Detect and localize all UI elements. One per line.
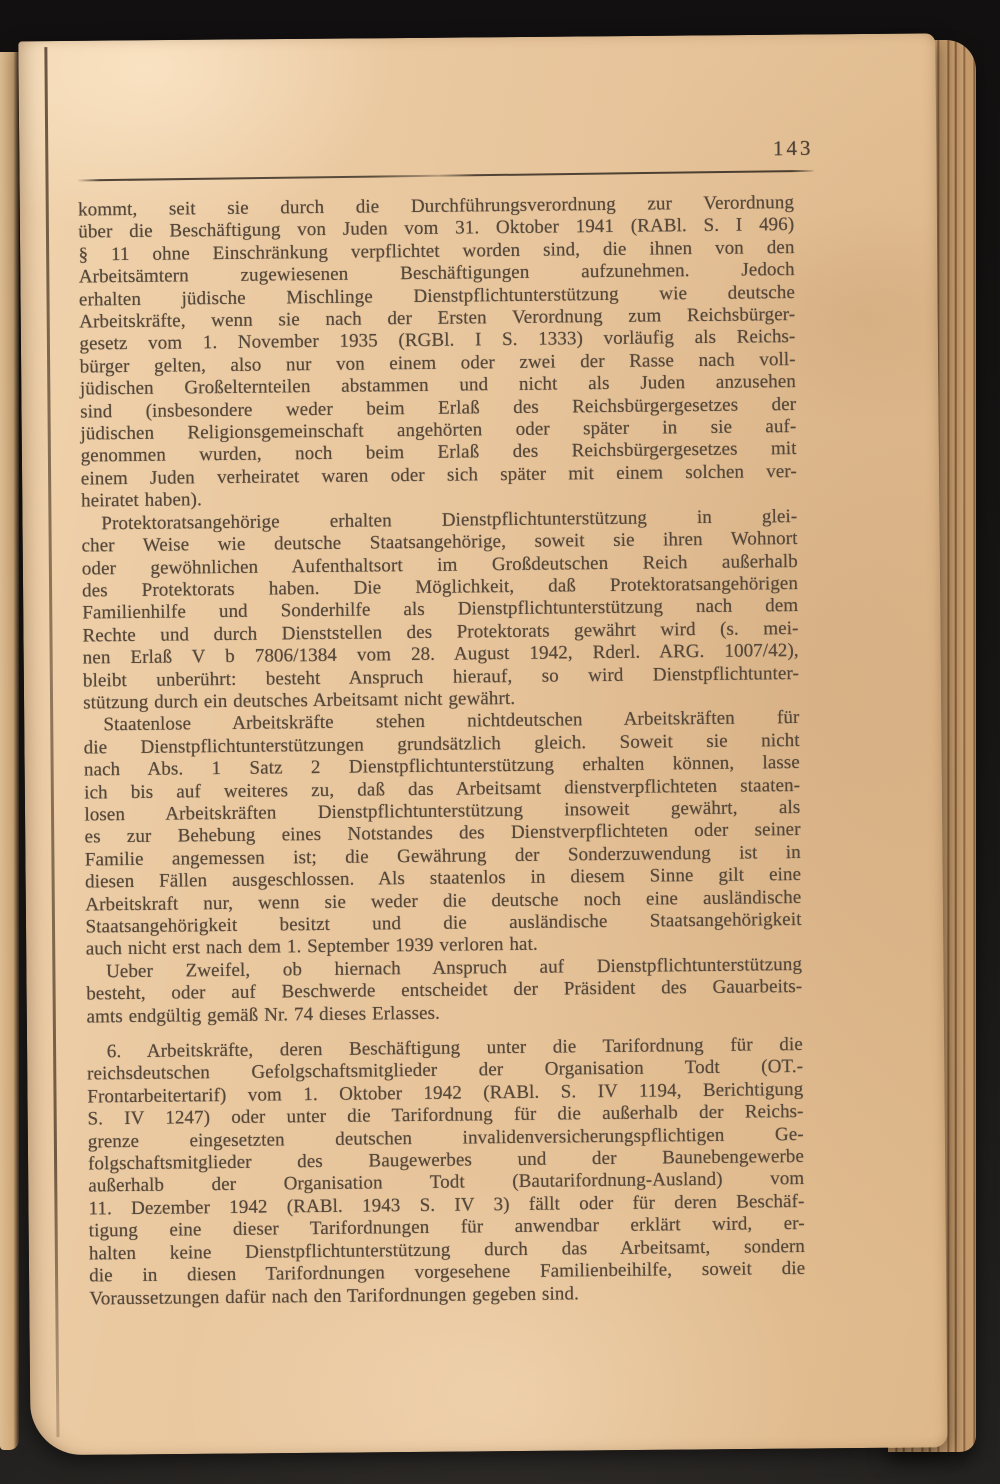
text-line: halten keine Dienstpflichtunterstützung durch das Arbeitsamt, sondern xyxy=(88,1235,806,1265)
text-line: § 11 ohne Einschränkung verpflichtet worden sind, die ihnen von den xyxy=(78,236,795,266)
text-line: Frontarbeitertarif) vom 1. Oktober 1942 (RABl. S. IV 1194, Berichtigung xyxy=(87,1078,804,1108)
underlying-page-sliver xyxy=(0,52,19,1450)
text-line: Protektoratsangehörige erhalten Dienstpflichtunterstützung in glei- xyxy=(101,505,798,534)
text-line: tigung eine dieser Tarifordnungen für anwendbar erklärt wird, er- xyxy=(88,1213,805,1242)
text-line: Arbeitsämtern zugewiesenen Beschäftigungen aufzunehmen. Jedoch xyxy=(78,259,795,288)
text-line: cher Weise wie deutsche Staatsangehörige, soweit sie ihren Wohnort xyxy=(81,528,798,557)
text-line: auch nicht erst nach dem 1. September 1939 verloren hat. xyxy=(85,934,538,960)
text-line: Rechte und durch Dienststellen des Protektorats gewährt wird (s. mei- xyxy=(82,617,799,647)
text-line: außerhalb der Organisation Todt (Bautarifordnung-Ausland) vom xyxy=(88,1168,805,1197)
text-line: genommen wurden, noch beim Erlaß des Reichsbürgergesetzes mit xyxy=(80,438,797,467)
text-line: sind (insbesondere weder beim Erlaß des Reichsbürgergesetzes der xyxy=(80,393,797,423)
text-line: kommt, seit sie durch die Durchführungsverordnung zur Verordnung xyxy=(77,191,795,221)
text-line: Voraussetzungen dafür nach den Tarifordnungen gegeben sind. xyxy=(89,1282,580,1309)
page-number: 143 xyxy=(772,135,814,161)
text-line: jüdischen Religionsgemeinschaft angehörten oder später in sie auf- xyxy=(80,416,797,445)
text-line: stützung durch ein deutsches Arbeitsamt nicht gewährt. xyxy=(83,687,516,714)
text-line: bleibt unberührt: besteht Anspruch hierauf, so wird Dienstpflichtunter- xyxy=(82,662,800,691)
text-line: Staatenlose Arbeitskräfte stehen nichtdeutschen Arbeitskräften für xyxy=(103,707,800,736)
book-page xyxy=(18,33,947,1455)
text-line: 6. Arbeitskräfte, deren Beschäftigung unter die Tarifordnung für die xyxy=(106,1033,803,1063)
text-line: Familienhilfe und Sonderhilfe als Dienstpflichtunterstützung nach dem xyxy=(82,595,799,624)
text-line: heiratet haben). xyxy=(81,489,202,512)
paragraph xyxy=(78,192,797,513)
text-line: 11. Dezember 1942 (RABl. 1943 S. IV 3) fällt oder für deren Beschäf- xyxy=(88,1190,805,1220)
text-line: losen Arbeitskräften Dienstpflichtunterstützung insoweit gewährt, als xyxy=(84,796,801,826)
text-line: Staatsangehörigkeit besitzt und die ausländische Staatsangehörigkeit xyxy=(85,908,802,938)
paragraph xyxy=(83,707,802,961)
text-line: über die Beschäftigung von Juden vom 31. Oktober 1941 (RABl. S. I 496) xyxy=(78,214,795,243)
text-line: die Dienstpflichtunterstützungen grundsätzlich gleich. Soweit sie nicht xyxy=(83,729,800,759)
text-line: bürger gelten, also nur von einem oder zwei der Rasse nach voll- xyxy=(79,348,796,378)
header-rule xyxy=(78,170,814,182)
text-line: ich bis auf weiteres zu, daß das Arbeitsamt dienstverpflichteten staaten- xyxy=(84,774,801,804)
text-line: diesen Fällen ausgeschlossen. Als staatenlos in diesem Sinne gilt eine xyxy=(84,864,802,893)
text-line: Arbeitskraft nur, wenn sie weder die deutsche noch eine ausländische xyxy=(85,886,802,916)
text-line: oder gewöhnlichen Aufenthaltsort im Großdeutschen Reich außerhalb xyxy=(81,550,798,579)
text-line: gesetz vom 1. November 1935 (RGBl. I S. 1333) vorläufig als Reichs- xyxy=(79,326,796,355)
text-line: es zur Behebung eines Notstandes des Dienstverpflichteten oder seiner xyxy=(84,819,801,848)
text-line: einem Juden verheiratet waren oder sich später mit einem solchen ver- xyxy=(80,460,797,490)
text-line: folgschaftsmitglieder des Baugewerbes und der Baunebengewerbe xyxy=(87,1146,805,1175)
text-line: Arbeitskräfte, wenn sie nach der Ersten Verordnung zum Reichsbürger- xyxy=(79,304,796,333)
text-line: nen Erlaß V b 7806/1384 vom 28. August 1942, Rderl. ARG. 1007/42), xyxy=(82,640,799,669)
text-line: Familie angemessen ist; die Gewährung der Sonderzuwendung ist in xyxy=(84,841,801,871)
paragraph xyxy=(86,954,803,1029)
text-line: S. IV 1247) oder unter die Tarifordnung für die außerhalb der Reichs- xyxy=(87,1101,804,1130)
page-text xyxy=(78,192,806,1310)
paragraph xyxy=(81,506,799,715)
text-line: besteht, oder auf Beschwerde entscheidet der Präsident des Gauarbeits- xyxy=(86,976,803,1005)
text-line: Ueber Zweifel, ob hiernach Anspruch auf Dienstpflichtunterstützung xyxy=(105,953,803,983)
text-line: reichsdeutschen Gefolgschaftsmitglieder der Organisation Todt (OT.- xyxy=(87,1056,804,1085)
text-line: die in diesen Tarifordnungen vorgesehene Familienbeihilfe, soweit die xyxy=(89,1258,806,1287)
printed-content xyxy=(76,34,814,1309)
page-gutter-crease xyxy=(44,47,59,1437)
text-line: grenze eingesetzten deutschen invalidenversicherungspflichtigen Ge- xyxy=(87,1123,804,1153)
text-line: nach Abs. 1 Satz 2 Dienstpflichtunterstützung erhalten können, lasse xyxy=(83,752,800,781)
text-line: amts endgültig gemäß Nr. 74 dieses Erlasses. xyxy=(86,1002,441,1028)
text-line: des Protektorats haben. Die Möglichkeit, daß Protektoratsangehörigen xyxy=(81,572,799,602)
paragraph xyxy=(87,1034,806,1310)
text-line: erhalten jüdische Mischlinge Dienstpflichtunterstützung wie deutsche xyxy=(78,281,796,311)
text-line: jüdischen Großelternteilen abstammen und nicht als Juden anzusehen xyxy=(79,371,797,400)
